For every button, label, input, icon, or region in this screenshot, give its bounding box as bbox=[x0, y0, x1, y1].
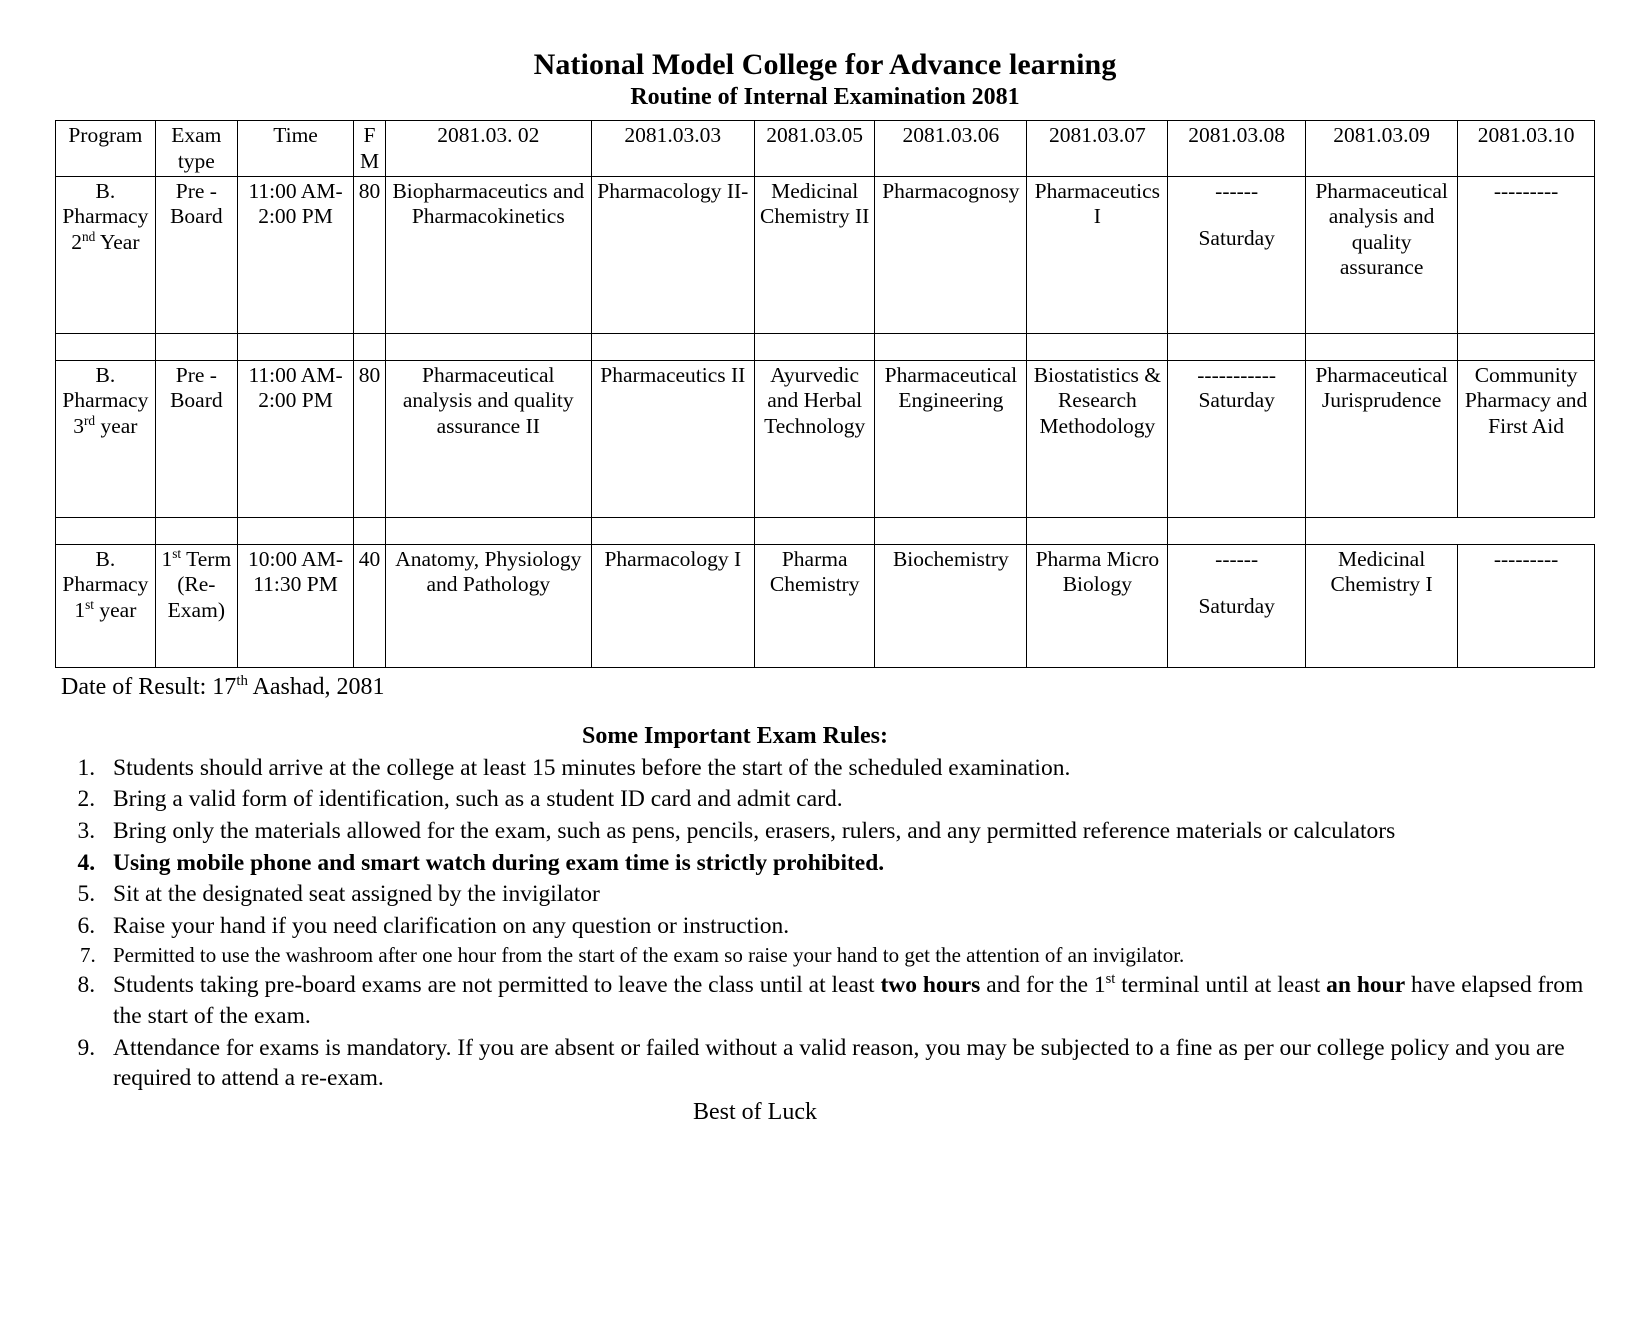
cell-subject-0309: Medicinal Chemistry I bbox=[1306, 544, 1458, 667]
column-header-date-0309: 2081.03.09 bbox=[1306, 121, 1458, 177]
spacer-cell bbox=[1306, 333, 1458, 360]
spacer-cell bbox=[755, 517, 875, 544]
page-subtitle: Routine of Internal Examination 2081 bbox=[630, 83, 1020, 110]
program-year-number: 3 bbox=[73, 413, 84, 438]
date-of-result-ordinal: th bbox=[236, 672, 248, 689]
cell-subject-0309: Pharmaceutical Jurisprudence bbox=[1306, 360, 1458, 517]
document-page bbox=[0, 48, 1650, 1323]
cell-subject-0308 bbox=[1168, 360, 1306, 517]
spacer-cell bbox=[354, 333, 386, 360]
column-header-time: Time bbox=[237, 121, 353, 177]
rules-list bbox=[55, 753, 1595, 1094]
cell-subject-0309: Pharmaceutical analysis and quality assurance bbox=[1306, 176, 1458, 333]
cell-exam-type bbox=[155, 544, 237, 667]
rules-heading: Some Important Exam Rules: bbox=[582, 722, 888, 749]
cell-subject-0310: --------- bbox=[1458, 544, 1595, 667]
column-header-fm: FM bbox=[354, 121, 386, 177]
spacer-cell bbox=[1027, 517, 1168, 544]
cell-subject-0303: Pharmaceutics II bbox=[591, 360, 754, 517]
table-row bbox=[56, 360, 1595, 517]
list-item: 7. Permitted to use the washroom after one hour from the start of the exam so raise your hand to get the attention of an invigilator. bbox=[101, 942, 1595, 969]
spacer-cell bbox=[1168, 333, 1306, 360]
program-line-2: Pharmacy bbox=[62, 572, 149, 597]
spacer-cell bbox=[755, 333, 875, 360]
spacer-cell bbox=[591, 333, 754, 360]
spacer-cell bbox=[591, 517, 754, 544]
spacer-cell bbox=[354, 517, 386, 544]
cell-subject-0306: Pharmacognosy bbox=[875, 176, 1027, 333]
program-year-label: Year bbox=[95, 229, 140, 254]
column-header-date-0303: 2081.03.03 bbox=[591, 121, 754, 177]
rule8-bold-two-hours: two hours bbox=[880, 972, 981, 999]
spacer-cell bbox=[1458, 333, 1595, 360]
cell-subject-0305: Ayurvedic and Herbal Technology bbox=[755, 360, 875, 517]
program-year-label: year bbox=[95, 413, 138, 438]
cell-subject-0306: Biochemistry bbox=[875, 544, 1027, 667]
program-year-ordinal: st bbox=[85, 596, 94, 612]
holiday-day-label: Saturday bbox=[1198, 388, 1275, 413]
table-spacer-row bbox=[56, 333, 1595, 360]
program-year-label: year bbox=[93, 597, 137, 622]
table-row bbox=[56, 176, 1595, 333]
spacer-cell bbox=[385, 517, 591, 544]
list-item: 6. Raise your hand if you need clarification on any question or instruction. bbox=[101, 911, 1595, 942]
rule8-part2: and for the 1 bbox=[980, 972, 1106, 999]
cell-subject-0302: Anatomy, Physiology and Pathology bbox=[385, 544, 591, 667]
spacer-cell bbox=[385, 333, 591, 360]
spacer-cell bbox=[1168, 517, 1306, 544]
program-year-number: 2 bbox=[71, 229, 82, 254]
program-year-number: 1 bbox=[74, 597, 86, 622]
column-header-date-0310: 2081.03.10 bbox=[1458, 121, 1595, 177]
spacer-cell bbox=[155, 517, 237, 544]
spacer-cell bbox=[1458, 517, 1595, 544]
program-year-ordinal: rd bbox=[83, 412, 96, 428]
date-of-result-label: Date of Result: 17 bbox=[61, 673, 237, 700]
cell-exam-type: Pre - Board bbox=[155, 176, 237, 333]
rule8-part1: Students taking pre-board exams are not permitted to leave the class until at least bbox=[113, 972, 881, 999]
exam-routine-table bbox=[55, 120, 1595, 668]
holiday-day-label: Saturday bbox=[1198, 594, 1275, 619]
cell-subject-0305: Medicinal Chemistry II bbox=[755, 176, 875, 333]
list-item: 2. Bring a valid form of identification, such as a student ID card and admit card. bbox=[101, 784, 1595, 815]
cell-subject-0307: Biostatistics & Research Methodology bbox=[1027, 360, 1168, 517]
cell-subject-0303: Pharmacology II- bbox=[591, 176, 754, 333]
program-line-1: B. bbox=[95, 362, 116, 387]
program-year-ordinal: nd bbox=[81, 228, 96, 244]
column-header-date-0306: 2081.03.06 bbox=[875, 121, 1027, 177]
rule8-part3: terminal until at least bbox=[1115, 972, 1327, 999]
exam-type-number: 1 bbox=[161, 546, 173, 571]
spacer-cell bbox=[237, 333, 353, 360]
cell-subject-0308 bbox=[1168, 176, 1306, 333]
date-of-result bbox=[61, 674, 1595, 701]
holiday-day-label: Saturday bbox=[1198, 226, 1275, 251]
table-header-row bbox=[56, 121, 1595, 177]
cell-subject-0308 bbox=[1168, 544, 1306, 667]
spacer-cell bbox=[1027, 333, 1168, 360]
program-line-1: B. bbox=[95, 178, 116, 203]
cell-fm: 80 bbox=[354, 176, 386, 333]
column-header-date-0307: 2081.03.07 bbox=[1027, 121, 1168, 177]
cell-subject-0307: Pharmaceutics I bbox=[1027, 176, 1168, 333]
cell-subject-0302: Biopharmaceutics and Pharmacokinetics bbox=[385, 176, 591, 333]
cell-subject-0305: Pharma Chemistry bbox=[755, 544, 875, 667]
cell-subject-0303: Pharmacology I bbox=[591, 544, 754, 667]
rule8-part4: have elapsed from the start of the exam. bbox=[113, 972, 1584, 1030]
cell-fm: 40 bbox=[354, 544, 386, 667]
cell-program bbox=[56, 544, 156, 667]
list-item: 4. Using mobile phone and smart watch during exam time is strictly prohibited. bbox=[101, 848, 1595, 879]
list-item: 3. Bring only the materials allowed for the exam, such as pens, pencils, erasers, rulers, and any permitted reference materials or calculators bbox=[101, 816, 1595, 847]
cell-subject-0310: Community Pharmacy and First Aid bbox=[1458, 360, 1595, 517]
spacer-cell bbox=[875, 333, 1027, 360]
program-line-2: Pharmacy bbox=[62, 388, 149, 413]
cell-subject-0310: --------- bbox=[1458, 176, 1595, 333]
column-header-date-0308: 2081.03.08 bbox=[1168, 121, 1306, 177]
best-of-luck-text: Best of Luck bbox=[693, 1098, 817, 1125]
program-line-1: B. bbox=[95, 546, 116, 571]
cell-fm: 80 bbox=[354, 360, 386, 517]
column-header-date-0305: 2081.03.05 bbox=[755, 121, 875, 177]
list-item: 5. Sit at the designated seat assigned by the invigilator bbox=[101, 879, 1595, 910]
spacer-cell bbox=[875, 517, 1027, 544]
spacer-cell bbox=[56, 517, 156, 544]
page-title: National Model College for Advance learning bbox=[533, 48, 1117, 81]
table-spacer-row bbox=[56, 517, 1595, 544]
column-header-program: Program bbox=[56, 121, 156, 177]
cell-time: 11:00 AM-2:00 PM bbox=[237, 176, 353, 333]
program-line-2: Pharmacy bbox=[62, 204, 149, 229]
cell-subject-0302: Pharmaceutical analysis and quality assurance II bbox=[385, 360, 591, 517]
spacer-cell bbox=[56, 333, 156, 360]
date-of-result-rest: Aashad, 2081 bbox=[247, 673, 385, 700]
cell-time: 11:00 AM-2:00 PM bbox=[237, 360, 353, 517]
cell-time: 10:00 AM-11:30 PM bbox=[237, 544, 353, 667]
cell-program bbox=[56, 176, 156, 333]
spacer-cell bbox=[1306, 517, 1458, 544]
cell-subject-0307: Pharma Micro Biology bbox=[1027, 544, 1168, 667]
column-header-date-0302: 2081.03. 02 bbox=[385, 121, 591, 177]
holiday-dash: ----------- bbox=[1197, 362, 1277, 387]
spacer-cell bbox=[155, 333, 237, 360]
rule8-ordinal: st bbox=[1105, 971, 1116, 988]
rule8-bold-an-hour: an hour bbox=[1326, 972, 1406, 999]
holiday-dash: ------ bbox=[1215, 178, 1259, 203]
table-row bbox=[56, 544, 1595, 667]
list-item: 9. Attendance for exams is mandatory. If you are absent or failed without a valid reason, you may be subjected to a fine as per our college policy and you are required to attend a re-exam. bbox=[101, 1033, 1595, 1094]
cell-subject-0306: Pharmaceutical Engineering bbox=[875, 360, 1027, 517]
holiday-dash: ------ bbox=[1215, 546, 1259, 571]
spacer-cell bbox=[237, 517, 353, 544]
cell-exam-type: Pre - Board bbox=[155, 360, 237, 517]
cell-program bbox=[56, 360, 156, 517]
exam-type-ordinal: st bbox=[172, 545, 182, 561]
exam-type-label: Term (Re-Exam) bbox=[167, 546, 232, 622]
column-header-exam-type: Exam type bbox=[155, 121, 237, 177]
list-item bbox=[101, 970, 1595, 1031]
list-item: 1. Students should arrive at the college at least 15 minutes before the start of the scheduled examination. bbox=[101, 753, 1595, 784]
